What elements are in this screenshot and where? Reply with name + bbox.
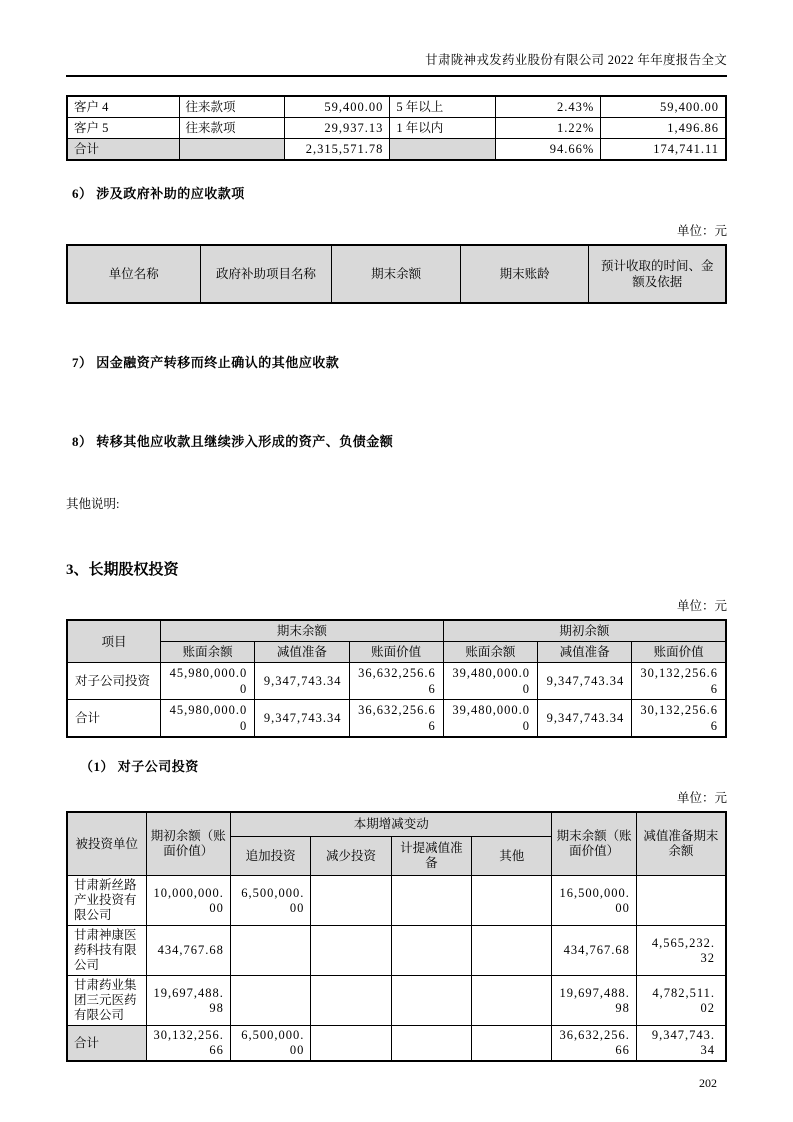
cell-baddebt: 59,400.00 bbox=[601, 96, 726, 118]
cell-value: 6,500,000.00 bbox=[230, 1026, 310, 1062]
cell-value: 9,347,743.34 bbox=[255, 700, 349, 738]
cell-value: 30,132,256.66 bbox=[632, 663, 726, 700]
cell-value bbox=[230, 926, 310, 976]
header-ending-book-value: 期末余额（账面价值） bbox=[552, 812, 636, 876]
table-header-row bbox=[67, 812, 726, 837]
cell-value: 434,767.68 bbox=[146, 926, 230, 976]
cell-nature: 往来款项 bbox=[179, 118, 284, 139]
cell-value: 4,565,232.32 bbox=[636, 926, 726, 976]
cell-value: 10,000,000.00 bbox=[146, 876, 230, 926]
header-book-value: 账面价值 bbox=[632, 642, 726, 663]
table-row-total bbox=[67, 139, 726, 161]
header-book-balance: 账面余额 bbox=[443, 642, 537, 663]
cell-value bbox=[472, 976, 552, 1026]
header-beginning-balance-group: 期初余额 bbox=[443, 620, 726, 642]
cell-value bbox=[311, 976, 391, 1026]
section-3-title: 3、长期股权投资 bbox=[66, 562, 179, 578]
cell-customer: 客户 4 bbox=[67, 96, 179, 118]
header-other: 其他 bbox=[472, 837, 552, 876]
receivables-aging-table bbox=[66, 95, 727, 161]
cell-value bbox=[472, 926, 552, 976]
cell-aging: 1 年以内 bbox=[390, 118, 495, 139]
table-row bbox=[67, 118, 726, 139]
unit-label: 单位：元 bbox=[676, 599, 727, 613]
table-subheader-row bbox=[67, 642, 726, 663]
cell-value bbox=[472, 1026, 552, 1062]
page-number: 202 bbox=[699, 1076, 717, 1090]
cell-value bbox=[311, 1026, 391, 1062]
cell-aging bbox=[390, 139, 495, 161]
cell-value bbox=[311, 926, 391, 976]
cell-nature bbox=[179, 139, 284, 161]
cell-value: 19,697,488.98 bbox=[552, 976, 636, 1026]
cell-value: 6,500,000.00 bbox=[230, 876, 310, 926]
cell-value bbox=[391, 976, 471, 1026]
header-ending-aging: 期末账龄 bbox=[460, 245, 589, 303]
table-row-total bbox=[67, 700, 726, 738]
cell-aging: 5 年以上 bbox=[390, 96, 495, 118]
long-term-equity-investment-table bbox=[66, 619, 727, 738]
header-impairment-ending-balance: 减值准备期末余额 bbox=[636, 812, 726, 876]
table-row-total bbox=[67, 1026, 726, 1062]
cell-percent: 94.66% bbox=[495, 139, 600, 161]
table-header-row bbox=[67, 620, 726, 642]
report-header-title: 甘肃陇神戎发药业股份有限公司 2022 年年度报告全文 bbox=[425, 53, 727, 67]
header-current-change-group: 本期增减变动 bbox=[230, 812, 552, 837]
cell-value bbox=[636, 876, 726, 926]
cell-value: 30,132,256.66 bbox=[146, 1026, 230, 1062]
cell-total-label: 合计 bbox=[67, 700, 161, 738]
header-additional-investment: 追加投资 bbox=[230, 837, 310, 876]
cell-value bbox=[391, 926, 471, 976]
header-reduced-investment: 减少投资 bbox=[311, 837, 391, 876]
report-header bbox=[66, 52, 727, 77]
government-subsidy-receivables-table bbox=[66, 244, 727, 304]
unit-label: 单位：元 bbox=[676, 791, 727, 805]
subsidiary-investment-table bbox=[66, 811, 727, 1062]
cell-amount: 2,315,571.78 bbox=[284, 139, 389, 161]
cell-value: 30,132,256.66 bbox=[632, 700, 726, 738]
cell-total-label: 合计 bbox=[67, 139, 179, 161]
cell-total-label: 合计 bbox=[67, 1026, 146, 1062]
cell-value: 45,980,000.00 bbox=[161, 700, 255, 738]
cell-value: 9,347,743.34 bbox=[636, 1026, 726, 1062]
table-row bbox=[67, 96, 726, 118]
cell-value: 39,480,000.00 bbox=[443, 663, 537, 700]
cell-investee-name: 甘肃药业集团三元医药有限公司 bbox=[67, 976, 146, 1026]
cell-investee-name: 甘肃神康医药科技有限公司 bbox=[67, 926, 146, 976]
table-row bbox=[67, 926, 726, 976]
section-8-title: 8） 转移其他应收款且继续涉入形成的资产、负债金额 bbox=[72, 434, 394, 449]
cell-value: 4,782,511.02 bbox=[636, 976, 726, 1026]
section-6-title: 6） 涉及政府补助的应收款项 bbox=[72, 186, 245, 201]
header-impairment-provision: 减值准备 bbox=[538, 642, 632, 663]
cell-value bbox=[391, 1026, 471, 1062]
section-3-1-title: （1） 对子公司投资 bbox=[80, 759, 199, 774]
unit-label: 单位：元 bbox=[676, 224, 727, 238]
header-impairment-accrued: 计提减值准备 bbox=[391, 837, 471, 876]
header-unit-name: 单位名称 bbox=[67, 245, 200, 303]
cell-value: 39,480,000.00 bbox=[443, 700, 537, 738]
header-ending-balance-group: 期末余额 bbox=[161, 620, 444, 642]
section-7-title: 7） 因金融资产转移而终止确认的其他应收款 bbox=[72, 355, 340, 370]
table-row bbox=[67, 876, 726, 926]
cell-percent: 1.22% bbox=[495, 118, 600, 139]
header-impairment-provision: 减值准备 bbox=[255, 642, 349, 663]
cell-investee-name: 甘肃新丝路产业投资有限公司 bbox=[67, 876, 146, 926]
header-expected-collection: 预计收取的时间、金额及依据 bbox=[589, 245, 726, 303]
cell-value: 16,500,000.00 bbox=[552, 876, 636, 926]
cell-value: 19,697,488.98 bbox=[146, 976, 230, 1026]
cell-value bbox=[230, 976, 310, 1026]
cell-value: 434,767.68 bbox=[552, 926, 636, 976]
header-ending-balance: 期末余额 bbox=[332, 245, 461, 303]
table-row bbox=[67, 976, 726, 1026]
header-beginning-book-value: 期初余额（账面价值） bbox=[146, 812, 230, 876]
cell-value: 45,980,000.00 bbox=[161, 663, 255, 700]
header-book-balance: 账面余额 bbox=[161, 642, 255, 663]
header-investee: 被投资单位 bbox=[67, 812, 146, 876]
other-note: 其他说明: bbox=[66, 497, 120, 511]
cell-baddebt: 174,741.11 bbox=[601, 139, 726, 161]
cell-value: 36,632,256.66 bbox=[349, 663, 443, 700]
cell-amount: 59,400.00 bbox=[284, 96, 389, 118]
cell-value bbox=[391, 876, 471, 926]
cell-value: 9,347,743.34 bbox=[255, 663, 349, 700]
cell-percent: 2.43% bbox=[495, 96, 600, 118]
cell-value: 36,632,256.66 bbox=[349, 700, 443, 738]
cell-nature: 往来款项 bbox=[179, 96, 284, 118]
cell-value bbox=[311, 876, 391, 926]
cell-value: 9,347,743.34 bbox=[538, 663, 632, 700]
header-book-value: 账面价值 bbox=[349, 642, 443, 663]
header-item: 项目 bbox=[67, 620, 161, 663]
cell-value: 36,632,256.66 bbox=[552, 1026, 636, 1062]
cell-value: 9,347,743.34 bbox=[538, 700, 632, 738]
cell-amount: 29,937.13 bbox=[284, 118, 389, 139]
header-subsidy-project: 政府补助项目名称 bbox=[200, 245, 332, 303]
cell-item: 对子公司投资 bbox=[67, 663, 161, 700]
cell-customer: 客户 5 bbox=[67, 118, 179, 139]
table-header-row bbox=[67, 245, 726, 303]
cell-value bbox=[472, 876, 552, 926]
cell-baddebt: 1,496.86 bbox=[601, 118, 726, 139]
table-row bbox=[67, 663, 726, 700]
